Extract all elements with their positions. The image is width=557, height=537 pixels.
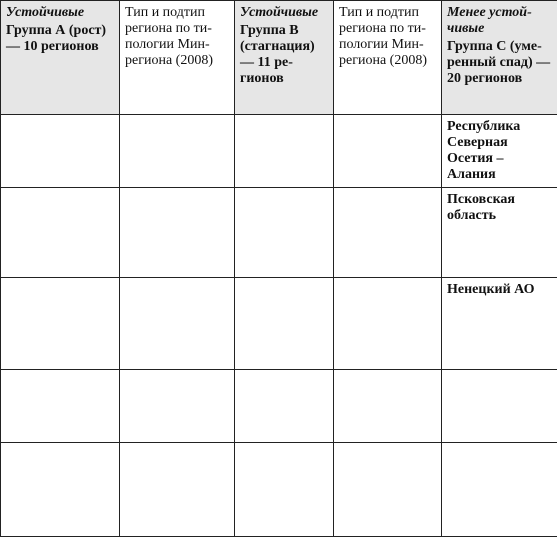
region-cell: Ненецкий АО xyxy=(442,278,557,370)
table-cell xyxy=(334,188,442,278)
table-row xyxy=(1,115,557,188)
table-cell xyxy=(235,443,334,537)
region-cell xyxy=(442,370,557,443)
table-cell xyxy=(235,115,334,188)
region-cell: Республика Северная Осетия – Алания xyxy=(442,115,557,188)
table-cell xyxy=(334,278,442,370)
table-cell xyxy=(334,370,442,443)
table-row xyxy=(1,370,557,443)
table-cell xyxy=(1,115,120,188)
table-cell xyxy=(1,278,120,370)
header-group-a-status: Устойчивые xyxy=(6,5,114,21)
table-cell xyxy=(120,278,235,370)
header-group-a xyxy=(1,1,120,115)
region-cell xyxy=(442,443,557,537)
table-cell xyxy=(120,443,235,537)
table-cell xyxy=(334,443,442,537)
table-cell xyxy=(1,443,120,537)
header-group-a-title: Группа А (рост) — 10 регионов xyxy=(6,23,114,55)
table-row xyxy=(1,188,557,278)
header-group-c-status: Менее устойчивые xyxy=(447,5,552,37)
table-cell xyxy=(120,115,235,188)
header-type-b: Тип и подтип региона по типологии Минрегиона (2008) xyxy=(334,1,442,115)
table-row xyxy=(1,443,557,537)
table-cell xyxy=(235,370,334,443)
table-row xyxy=(1,278,557,370)
region-cell: Псковская область xyxy=(442,188,557,278)
table-cell xyxy=(1,370,120,443)
header-group-b xyxy=(235,1,334,115)
header-group-c xyxy=(442,1,557,115)
table-cell xyxy=(120,188,235,278)
header-group-b-title: Группа В (стагнация) — 11 регионов xyxy=(240,23,328,87)
header-group-b-status: Устойчивые xyxy=(240,5,328,21)
table-cell xyxy=(235,278,334,370)
table-cell xyxy=(235,188,334,278)
table-header-row xyxy=(1,1,557,115)
table-cell xyxy=(120,370,235,443)
header-group-c-title: Группа С (умеренный спад) — 20 регионов xyxy=(447,39,552,87)
table-cell xyxy=(1,188,120,278)
table-cell xyxy=(334,115,442,188)
header-type-a: Тип и подтип региона по типологии Минрегиона (2008) xyxy=(120,1,235,115)
